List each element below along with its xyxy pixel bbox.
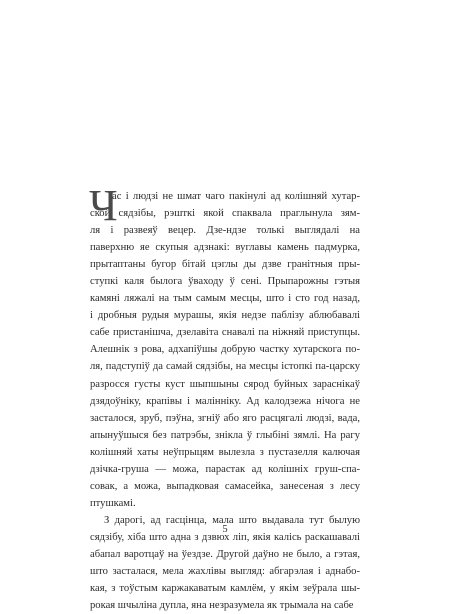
text-line: ля, падступіў да самай сядзібы, на месцы істопкі па-царску [90, 361, 360, 373]
text-line: абапал варотцаў на ўездзе. Другой даўно не было, а гэтая, [90, 548, 360, 560]
text-line: З дарогі, ад гасцінца, мала што выдавала тут былую [104, 514, 360, 526]
text-line: ас і людзі не шмат чаго пакінулі ад колішняй хутар- [112, 191, 360, 202]
text-line: дзядоўніку, крапівы і малінніку. Ад калодзежа нічога не [90, 395, 360, 407]
text-line: совак, а можа, выпадковая самасейка, занесеная з лесу [90, 480, 360, 492]
drop-cap: Ч [89, 181, 118, 230]
text-line: апынуўшыся без патрэбы, знікла ў глыбіні зямлі. На рагу [90, 429, 360, 441]
paragraph-1 [90, 188, 360, 512]
text-line: што засталася, мела жахлівы выгляд: абгарэлая і аднабо- [90, 566, 360, 578]
text-line: кая, з тоўстым каржакаватым камлём, у якім зеўрала шы- [90, 583, 360, 595]
text-line: дзічка-груша — можа, парастак ад колішніх груш-спа- [90, 463, 360, 475]
text-line: і дробныя рудыя мурашы, якія недзе паблізу аблюбавалі [90, 310, 360, 322]
text-line: птушкамі. [90, 497, 136, 509]
text-line: паверхню яе скупыя адзнакі: вуглавы камень падмурка, [90, 242, 360, 254]
text-line: ля і развеяў вецер. Дзе-ндзе толькі выглядалі на [90, 225, 360, 237]
body-text [89, 181, 360, 614]
text-line: камяні ляжалі на тым самым месцы, што і сто год назад, [90, 293, 360, 305]
text-line: засталося, зруб, пэўна, згніў або яго расцягалі людзі, вада, [90, 412, 360, 424]
text-line: колішняй хаты неўпрыцям вылезла з пустазелля калючая [90, 446, 360, 458]
text-line: разросся густы куст шыпшыны сярод буйных зараснікаў [90, 378, 360, 390]
text-line: Алешнік з рова, адхапіўшы добрую частку хутарскога по- [90, 344, 360, 356]
text-line: рокая шчыліна дупла, яна незразумела як трымала на сабе [90, 600, 354, 612]
text-line: прытаптаны бугор бітай цэглы ды дзве гранітныя пры- [90, 259, 360, 271]
text-line: ступкі каля былога ўваходу ў сені. Прыпарожны гэтыя [90, 276, 360, 288]
page-number: 5 [222, 524, 228, 535]
text-line: ской сядзібы, рэшткі якой спаквала праглынула зям- [90, 208, 360, 220]
text-line: сядзібу, хіба што адна з дзвюх ліп, якія калісь раскашавалі [90, 531, 360, 543]
text-line: сабе пристанішча, дзелавіта снавалі па ніжняй приступцы. [90, 327, 360, 339]
